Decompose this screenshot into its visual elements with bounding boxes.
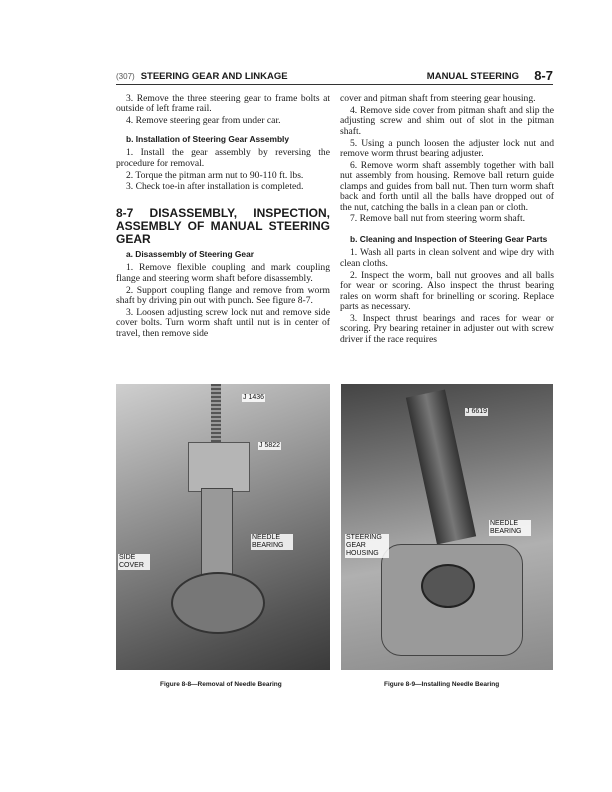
paragraph: 1. Remove flexible coupling and mark coupling flange and steering worm shaft before disassembly. [116, 262, 330, 284]
page-number: 8-7 [534, 68, 553, 83]
page-header [116, 70, 553, 85]
left-column [116, 94, 330, 341]
paragraph: 5. Using a punch loosen the adjuster lock nut and remove worm thrust bearing adjuster. [340, 137, 554, 160]
paragraph: 3. Inspect thrust bearings and races for wear or scoring. Pry bearing retainer in adjuster out with screw driver if the race requires [340, 312, 554, 345]
subheading: a. Disassembly of Steering Gear [126, 248, 255, 259]
subheading: b. Cleaning and Inspection of Steering Gear Parts [350, 233, 548, 244]
paragraph: 2. Inspect the worm, ball nut grooves and all balls for wear or scoring. Also inspect the thrust bearing rales on worm shaft for brinelling or scoring. Replace parts as necessary. [340, 269, 554, 312]
paragraph: 2. Torque the pitman arm nut to 90-110 ft. lbs. [126, 169, 304, 181]
page-ref: (307) [116, 72, 135, 81]
label-j5822: J 5822 [259, 442, 281, 449]
paragraph: cover and pitman shaft from steering gear housing. [340, 93, 536, 104]
label-needle-bearing: NEEDLE BEARING [251, 534, 293, 550]
side-cover [171, 572, 265, 634]
paragraph: 7. Remove ball nut from steering worm shaft. [350, 213, 526, 225]
section-heading: 8-7 DISASSEMBLY, INSPECTION, ASSEMBLY OF MANUAL STEERING GEAR [116, 205, 330, 246]
section-title: MANUAL STEERING [426, 71, 519, 82]
chapter-title: STEERING GEAR AND LINKAGE [140, 71, 288, 82]
paragraph: 4. Remove steering gear from under car. [126, 115, 281, 127]
figure-8-8-caption: Figure 8-8—Removal of Needle Bearing [160, 681, 282, 688]
threaded-rod [211, 384, 221, 450]
paragraph: 3. Check toe-in after installation is completed. [126, 181, 304, 193]
puller-tool [188, 442, 250, 492]
paragraph: 1. Install the gear assembly by reversing the procedure for removal. [116, 147, 330, 169]
figure-8-8-photo [116, 384, 330, 670]
paragraph: 3. Loosen adjusting screw lock nut and remove side cover bolts. Turn worm shaft until nut is in center of travel, then remove side [116, 306, 330, 339]
right-column [340, 94, 554, 347]
figure-8-9-caption: Figure 8-9—Installing Needle Bearing [384, 681, 500, 688]
paragraph: 3. Remove the three steering gear to frame bolts at outside of left frame rail. [116, 93, 330, 115]
paragraph: 6. Remove worm shaft assembly together with ball nut assembly from housing. Remove ball return guide clamps and guides from ball nut. Then turn worm shaft back and forth until all the balls have dropped out of the nut, catching the balls in a clean pan or cloth. [340, 159, 554, 213]
bearing-bore [421, 564, 475, 608]
paragraph: 1. Wash all parts in clean solvent and wipe dry with clean cloths. [340, 247, 554, 269]
subheading: b. Installation of Steering Gear Assembly [126, 133, 290, 144]
paragraph: 2. Support coupling flange and remove from worm shaft by driving pin out with punch. See figure 8-7. [116, 284, 330, 307]
label-j6619: J 6619 [466, 408, 488, 415]
label-needle-bearing: NEEDLE BEARING [489, 520, 531, 536]
tool-legs [201, 488, 233, 582]
label-side-cover: SIDE COVER [118, 554, 150, 570]
label-j1436: J 1436 [243, 394, 265, 401]
label-steering-gear-housing: STEERING GEAR HOUSING [345, 534, 389, 558]
paragraph: 4. Remove side cover from pitman shaft and slip the adjusting screw and shim out of slot in the pitman shaft. [340, 104, 554, 137]
figure-8-9-photo [341, 384, 553, 670]
